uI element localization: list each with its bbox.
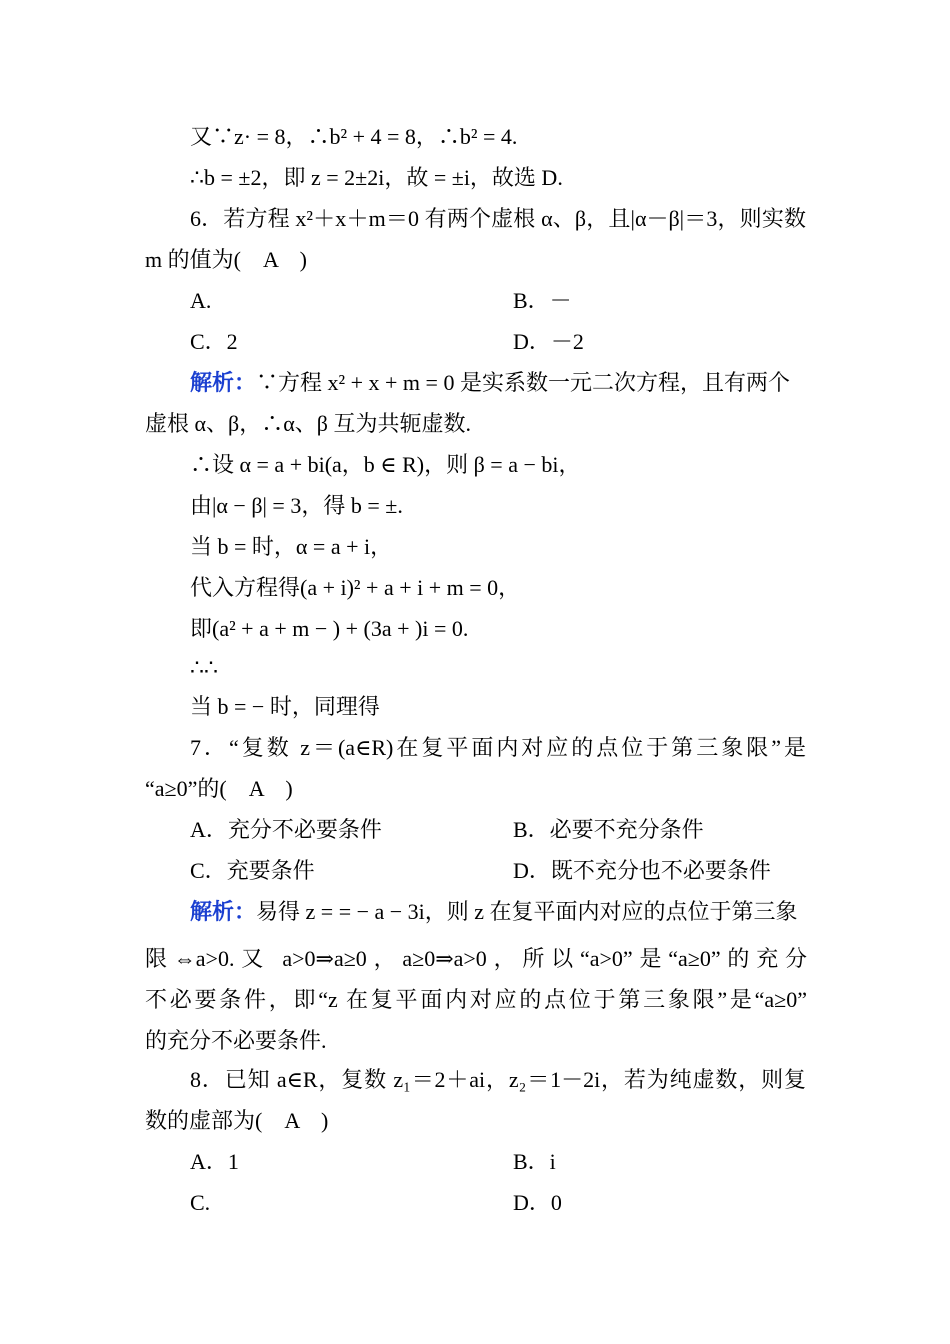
q6-option-a: A. [190,288,212,313]
q6-solution-line8: ∴∴ [190,655,218,680]
q6-solution-line5: 当 b = 时，α = a + i， [190,534,393,559]
q7-solution-line3: 不必要条件，即“z 在复平面内对应的点位于第三象限”是“a≥0” [145,987,807,1012]
q8-stem-line1: 8．已知 a∈R，复数 z₁＝2＋ai，z₂＝1－2i，若为纯虚数，则复 [190,1067,806,1092]
q7-solution-text1: 易得 z = = − a − 3i，则 z 在复平面内对应的点位于第三象 [256,899,798,924]
q8-option-b: B．i [513,1149,556,1174]
q8-option-a: A．1 [190,1149,239,1174]
q7-solution-line4: 的充分不必要条件. [145,1028,327,1053]
analysis-label: 解析： [190,899,257,924]
solution5-line2: ∴b = ±2，即 z = 2±2i，故 = ±i，故选 D. [190,165,563,190]
q6-solution-line2: 虚根 α、β，∴α、β 互为共轭虚数. [145,411,471,436]
q6-solution-line7: 即(a² + a + m − ) + (3a + )i = 0. [190,616,469,641]
q8-stem-line2: 数的虚部为( A ) [145,1108,329,1133]
q8-option-d: D．0 [513,1190,562,1215]
q6-solution-line1 [190,368,790,398]
q6-solution-text1: ∵方程 x² + x + m = 0 是实系数一元二次方程，且有两个 [256,370,790,395]
q8-option-c: C. [190,1190,211,1215]
q6-stem-line1: 6．若方程 x²＋x＋m＝0 有两个虚根 α、β，且|α－β|＝3，则实数 [190,206,806,231]
q7-stem-line1: 7．“复数 z＝(a∈R)在复平面内对应的点位于第三象限”是 [190,735,806,760]
solution5-line1: 又∵z· = 8，∴b² + 4 = 8，∴b² = 4. [190,124,518,149]
analysis-label: 解析： [190,370,257,395]
q6-option-b: B．－ [513,288,572,313]
q6-solution-line9: 当 b = − 时，同理得 [190,694,380,719]
q6-option-c: C．2 [190,329,238,354]
q7-solution-line2: 限⇔a>0.又 a>0⇒a≥0，a≥0⇒a>0，所以“a>0”是“a≥0”的充分 [145,946,807,971]
q6-stem-line2: m 的值为( A ) [145,247,307,272]
q6-solution-line6: 代入方程得(a + i)² + a + i + m = 0， [190,575,521,600]
q7-option-d: D．既不充分也不必要条件 [513,858,771,883]
q7-stem-line2: “a≥0”的( A ) [145,776,293,801]
q7-option-c: C．充要条件 [190,858,315,883]
q6-option-d: D．－2 [513,329,584,354]
q7-option-a: A．充分不必要条件 [190,817,382,842]
q6-solution-line4: 由|α − β| = 3，得 b = ±. [190,493,403,518]
q7-solution-line1 [190,897,798,927]
q6-solution-line3: ∴设 α = a + bi(a，b ∈ R)，则 β = a − bi， [190,452,581,477]
q7-option-b: B．必要不充分条件 [513,817,704,842]
